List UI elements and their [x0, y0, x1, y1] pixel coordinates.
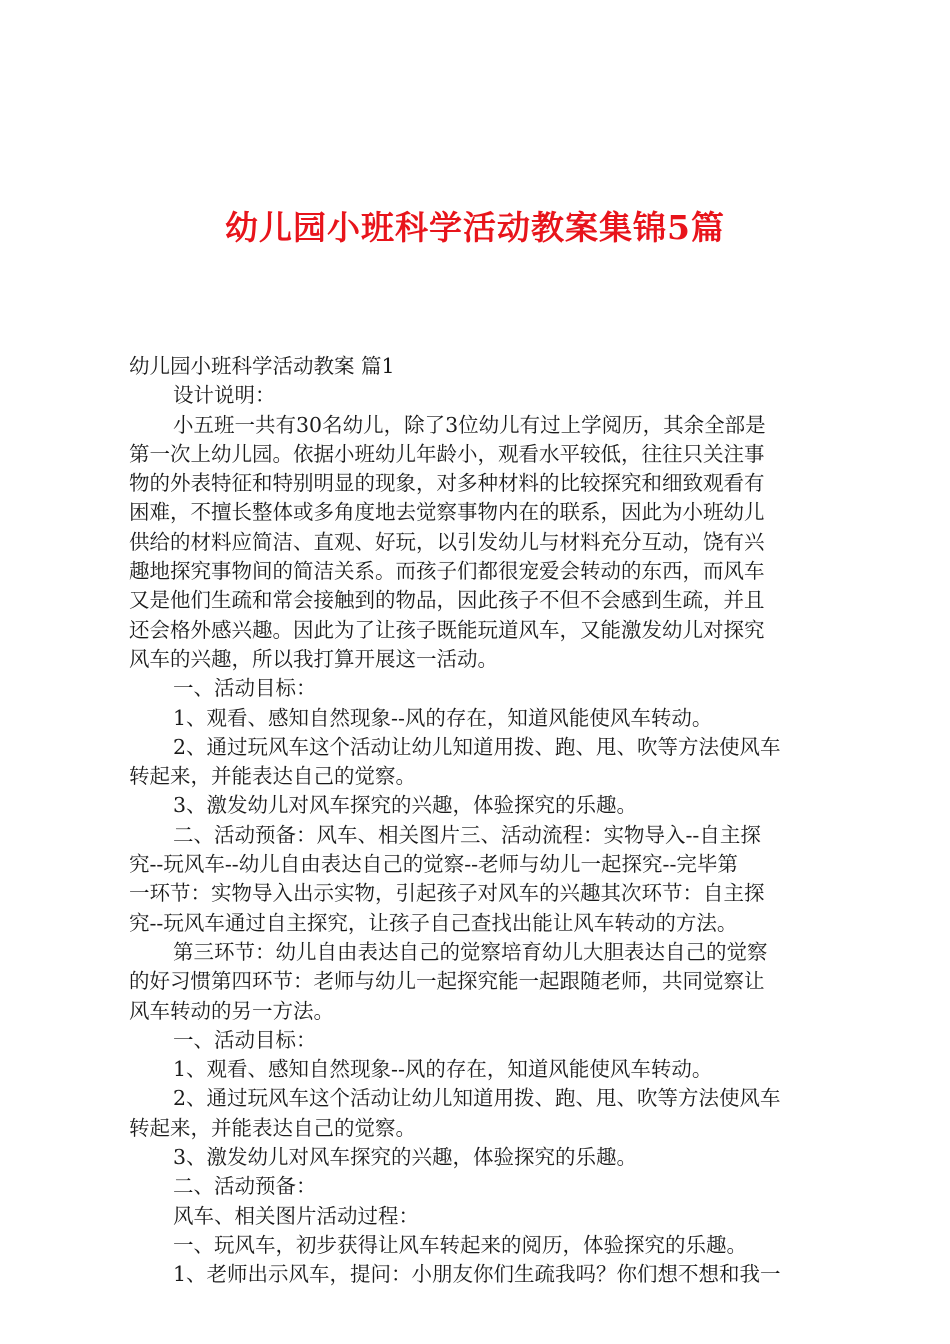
- text-line: 的好习惯第四环节：老师与幼儿一起探究能一起跟随老师，共同觉察让: [129, 969, 765, 994]
- text-line: 第一次上幼儿园。依据小班幼儿年龄小，观看水平较低，往往只关注事: [129, 441, 765, 466]
- text-line: 第三环节：幼儿自由表达自己的觉察培育幼儿大胆表达自己的觉察: [173, 939, 768, 964]
- text-line: 设计说明：: [173, 383, 276, 408]
- document-body: [129, 352, 829, 1290]
- text-line: 一、活动目标：: [173, 676, 317, 701]
- text-line: 究--玩风车通过自主探究，让孩子自己查找出能让风车转动的方法。: [129, 910, 738, 935]
- section-heading: 幼儿园小班科学活动教案 篇1: [129, 354, 395, 378]
- text-line: 1、观看、感知自然现象--风的存在，知道风能使风车转动。: [173, 705, 713, 730]
- text-line: 又是他们生疏和常会接触到的物品，因此孩子不但不会感到生疏，并且: [129, 588, 765, 613]
- text-line: 2、通过玩风车这个活动让幼儿知道用拨、跑、甩、吹等方法使风车: [173, 1086, 781, 1111]
- text-line: 二、活动预备：: [173, 1174, 317, 1199]
- text-line: 供给的材料应简洁、直观、好玩，以引发幼儿与材料充分互动，饶有兴: [129, 529, 765, 554]
- text-line: 1、老师出示风车，提问：小朋友你们生疏我吗？你们想不想和我一: [173, 1262, 781, 1287]
- text-line: 趣地探究事物间的简洁关系。而孩子们都很宠爱会转动的东西，而风车: [129, 559, 765, 584]
- text-line: 3、激发幼儿对风车探究的兴趣，体验探究的乐趣。: [173, 793, 638, 818]
- text-line: 转起来，并能表达自己的觉察。: [129, 764, 416, 789]
- text-line: 困难，不擅长整体或多角度地去觉察事物内在的联系，因此为小班幼儿: [129, 500, 765, 525]
- text-line: 一环节：实物导入出示实物，引起孩子对风车的兴趣其次环节：自主探: [129, 881, 765, 906]
- text-line: 还会格外感兴趣。因此为了让孩子既能玩道风车，又能激发幼儿对探究: [129, 617, 765, 642]
- text-line: 一、玩风车，初步获得让风车转起来的阅历，体验探究的乐趣。: [173, 1232, 747, 1257]
- text-line: 风车转动的另一方法。: [129, 998, 334, 1023]
- text-line: 小五班一共有30名幼儿，除了3位幼儿有过上学阅历，其余全部是: [173, 412, 766, 437]
- text-line: 2、通过玩风车这个活动让幼儿知道用拨、跑、甩、吹等方法使风车: [173, 734, 781, 759]
- text-line: 二、活动预备：风车、相关图片三、活动流程：实物导入--自主探: [173, 822, 761, 847]
- document-title: 幼儿园小班科学活动教案集锦5篇: [225, 208, 725, 247]
- text-line: 风车的兴趣，所以我打算开展这一活动。: [129, 646, 498, 671]
- text-line: 风车、相关图片活动过程：: [173, 1203, 419, 1228]
- text-line: 1、观看、感知自然现象--风的存在，知道风能使风车转动。: [173, 1057, 713, 1082]
- text-line: 转起来，并能表达自己的觉察。: [129, 1115, 416, 1140]
- text-line: 物的外表特征和特别明显的现象，对多种材料的比较探究和细致观看有: [129, 471, 765, 496]
- text-line: 究--玩风车--幼儿自由表达自己的觉察--老师与幼儿一起探究--完毕第: [129, 852, 738, 877]
- text-line: 一、活动目标：: [173, 1027, 317, 1052]
- text-line: 3、激发幼儿对风车探究的兴趣，体验探究的乐趣。: [173, 1145, 638, 1170]
